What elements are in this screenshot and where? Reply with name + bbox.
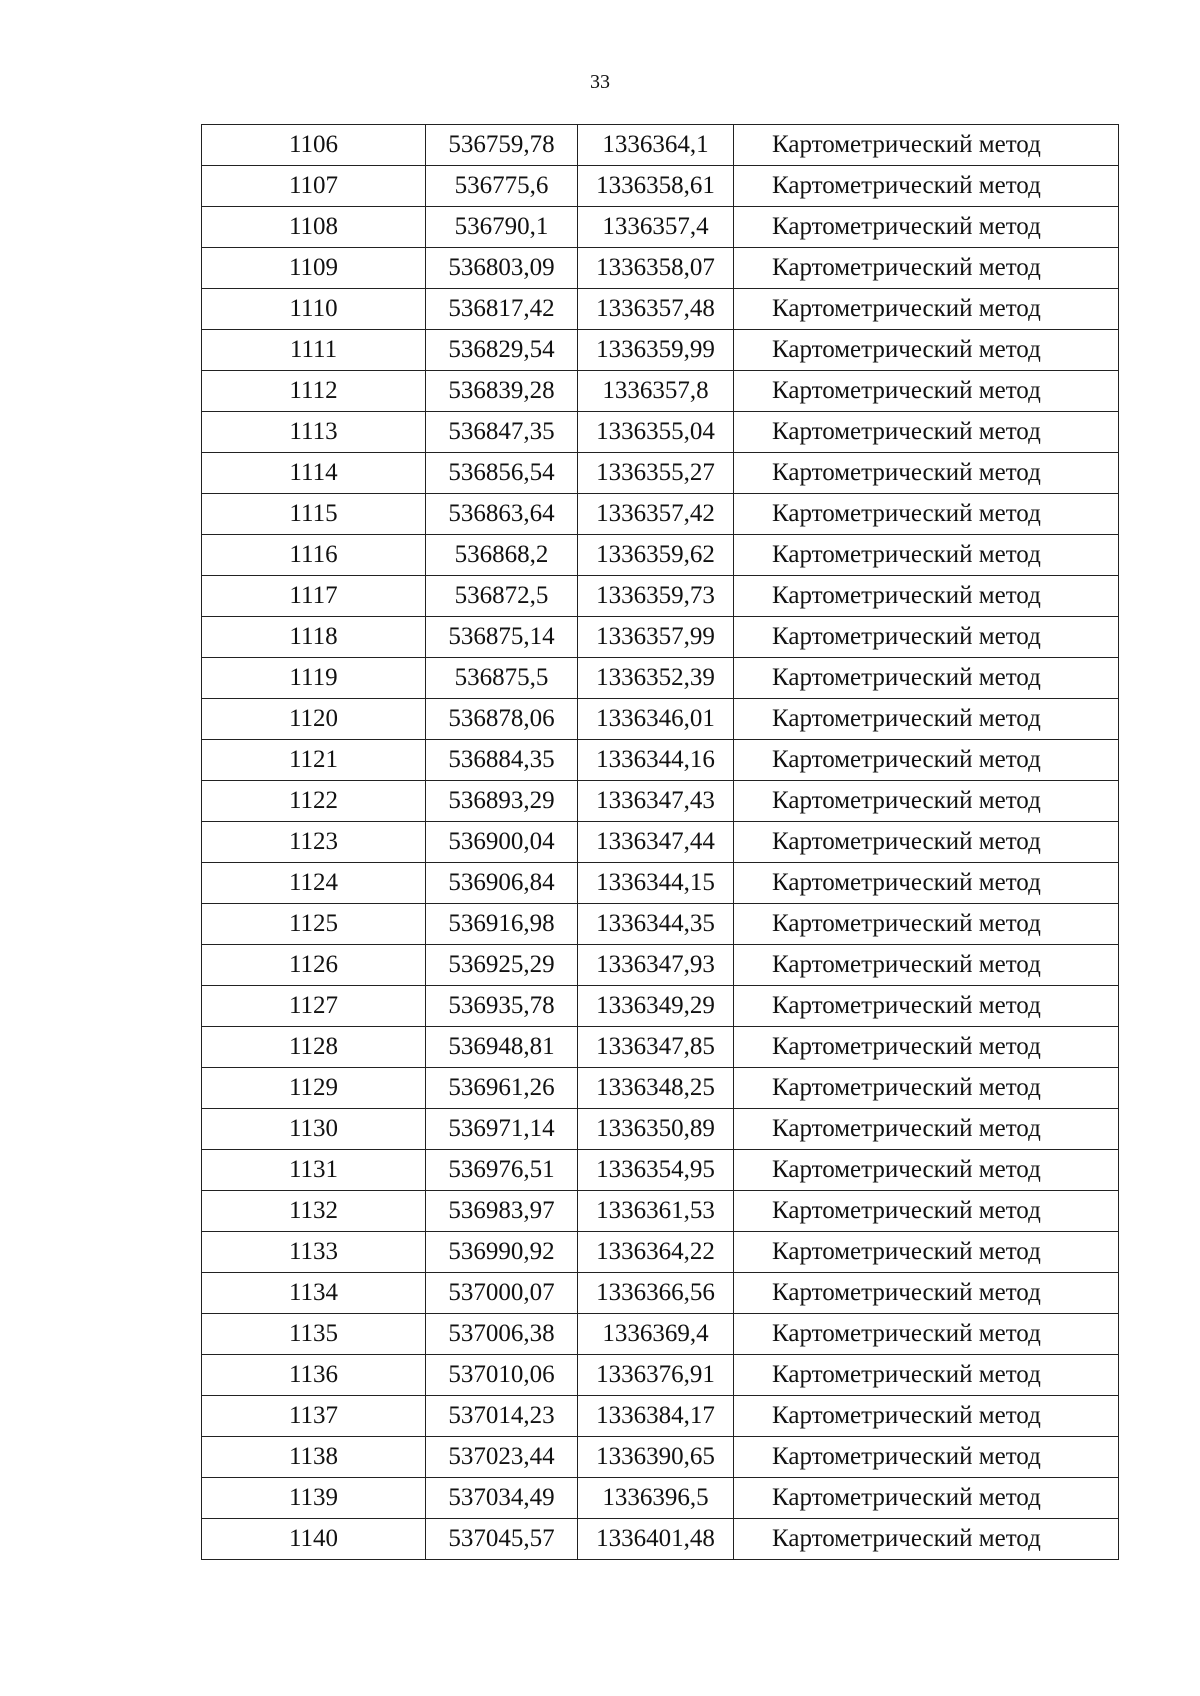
point-number-cell: 1121: [202, 740, 426, 781]
x-coordinate-cell: 536884,35: [426, 740, 578, 781]
point-number-cell: 1107: [202, 166, 426, 207]
point-number-cell: 1137: [202, 1396, 426, 1437]
method-cell: Картометрический метод: [734, 166, 1119, 207]
point-number-cell: 1124: [202, 863, 426, 904]
table-row: [202, 781, 1119, 822]
table-row: [202, 617, 1119, 658]
point-number-cell: 1134: [202, 1273, 426, 1314]
method-cell: Картометрический метод: [734, 1068, 1119, 1109]
y-coordinate-cell: 1336344,15: [578, 863, 734, 904]
coordinates-table: [201, 124, 1119, 1560]
point-number-cell: 1120: [202, 699, 426, 740]
method-cell: Картометрический метод: [734, 1191, 1119, 1232]
point-number-cell: 1131: [202, 1150, 426, 1191]
point-number-cell: 1135: [202, 1314, 426, 1355]
point-number-cell: 1139: [202, 1478, 426, 1519]
point-number-cell: 1138: [202, 1437, 426, 1478]
x-coordinate-cell: 537045,57: [426, 1519, 578, 1560]
method-cell: Картометрический метод: [734, 699, 1119, 740]
method-cell: Картометрический метод: [734, 248, 1119, 289]
x-coordinate-cell: 536839,28: [426, 371, 578, 412]
x-coordinate-cell: 536847,35: [426, 412, 578, 453]
y-coordinate-cell: 1336376,91: [578, 1355, 734, 1396]
method-cell: Картометрический метод: [734, 371, 1119, 412]
table-row: [202, 863, 1119, 904]
y-coordinate-cell: 1336344,35: [578, 904, 734, 945]
method-cell: Картометрический метод: [734, 1478, 1119, 1519]
point-number-cell: 1129: [202, 1068, 426, 1109]
page-number: 33: [590, 71, 610, 93]
point-number-cell: 1114: [202, 453, 426, 494]
point-number-cell: 1112: [202, 371, 426, 412]
table-row: [202, 658, 1119, 699]
point-number-cell: 1118: [202, 617, 426, 658]
method-cell: Картометрический метод: [734, 1355, 1119, 1396]
table-row: [202, 945, 1119, 986]
table-row: [202, 1109, 1119, 1150]
table-row: [202, 1273, 1119, 1314]
y-coordinate-cell: 1336384,17: [578, 1396, 734, 1437]
x-coordinate-cell: 537006,38: [426, 1314, 578, 1355]
table-row: [202, 740, 1119, 781]
y-coordinate-cell: 1336364,22: [578, 1232, 734, 1273]
method-cell: Картометрический метод: [734, 412, 1119, 453]
x-coordinate-cell: 536961,26: [426, 1068, 578, 1109]
y-coordinate-cell: 1336401,48: [578, 1519, 734, 1560]
method-cell: Картометрический метод: [734, 535, 1119, 576]
table-row: [202, 1396, 1119, 1437]
y-coordinate-cell: 1336355,27: [578, 453, 734, 494]
table-row: [202, 412, 1119, 453]
x-coordinate-cell: 536875,5: [426, 658, 578, 699]
x-coordinate-cell: 536759,78: [426, 125, 578, 166]
method-cell: Картометрический метод: [734, 125, 1119, 166]
table-row: [202, 1355, 1119, 1396]
method-cell: Картометрический метод: [734, 1273, 1119, 1314]
x-coordinate-cell: 536817,42: [426, 289, 578, 330]
table-row: [202, 1191, 1119, 1232]
x-coordinate-cell: 536803,09: [426, 248, 578, 289]
y-coordinate-cell: 1336359,62: [578, 535, 734, 576]
method-cell: Картометрический метод: [734, 289, 1119, 330]
method-cell: Картометрический метод: [734, 1109, 1119, 1150]
x-coordinate-cell: 537010,06: [426, 1355, 578, 1396]
x-coordinate-cell: 536878,06: [426, 699, 578, 740]
method-cell: Картометрический метод: [734, 1027, 1119, 1068]
table-row: [202, 1437, 1119, 1478]
table-row: [202, 494, 1119, 535]
table-row: [202, 576, 1119, 617]
y-coordinate-cell: 1336366,56: [578, 1273, 734, 1314]
point-number-cell: 1128: [202, 1027, 426, 1068]
x-coordinate-cell: 536948,81: [426, 1027, 578, 1068]
table-row: [202, 371, 1119, 412]
table-row: [202, 1150, 1119, 1191]
x-coordinate-cell: 537014,23: [426, 1396, 578, 1437]
table-row: [202, 1232, 1119, 1273]
method-cell: Картометрический метод: [734, 494, 1119, 535]
y-coordinate-cell: 1336344,16: [578, 740, 734, 781]
point-number-cell: 1122: [202, 781, 426, 822]
table-row: [202, 1478, 1119, 1519]
point-number-cell: 1117: [202, 576, 426, 617]
x-coordinate-cell: 536856,54: [426, 453, 578, 494]
table-row: [202, 453, 1119, 494]
table-row: [202, 986, 1119, 1027]
table-row: [202, 822, 1119, 863]
method-cell: Картометрический метод: [734, 740, 1119, 781]
table-row: [202, 1519, 1119, 1560]
point-number-cell: 1125: [202, 904, 426, 945]
x-coordinate-cell: 536872,5: [426, 576, 578, 617]
y-coordinate-cell: 1336357,8: [578, 371, 734, 412]
table-row: [202, 330, 1119, 371]
y-coordinate-cell: 1336358,61: [578, 166, 734, 207]
point-number-cell: 1119: [202, 658, 426, 699]
y-coordinate-cell: 1336347,43: [578, 781, 734, 822]
method-cell: Картометрический метод: [734, 945, 1119, 986]
method-cell: Картометрический метод: [734, 658, 1119, 699]
point-number-cell: 1123: [202, 822, 426, 863]
point-number-cell: 1132: [202, 1191, 426, 1232]
point-number-cell: 1115: [202, 494, 426, 535]
x-coordinate-cell: 536900,04: [426, 822, 578, 863]
table-row: [202, 535, 1119, 576]
x-coordinate-cell: 536863,64: [426, 494, 578, 535]
y-coordinate-cell: 1336369,4: [578, 1314, 734, 1355]
method-cell: Картометрический метод: [734, 863, 1119, 904]
method-cell: Картометрический метод: [734, 330, 1119, 371]
x-coordinate-cell: 536916,98: [426, 904, 578, 945]
y-coordinate-cell: 1336357,42: [578, 494, 734, 535]
table-row: [202, 125, 1119, 166]
table-row: [202, 289, 1119, 330]
point-number-cell: 1136: [202, 1355, 426, 1396]
point-number-cell: 1140: [202, 1519, 426, 1560]
y-coordinate-cell: 1336347,93: [578, 945, 734, 986]
point-number-cell: 1109: [202, 248, 426, 289]
method-cell: Картометрический метод: [734, 576, 1119, 617]
method-cell: Картометрический метод: [734, 1519, 1119, 1560]
point-number-cell: 1106: [202, 125, 426, 166]
method-cell: Картометрический метод: [734, 207, 1119, 248]
y-coordinate-cell: 1336346,01: [578, 699, 734, 740]
method-cell: Картометрический метод: [734, 1437, 1119, 1478]
method-cell: Картометрический метод: [734, 904, 1119, 945]
point-number-cell: 1110: [202, 289, 426, 330]
method-cell: Картометрический метод: [734, 986, 1119, 1027]
method-cell: Картометрический метод: [734, 617, 1119, 658]
y-coordinate-cell: 1336347,44: [578, 822, 734, 863]
table-row: [202, 699, 1119, 740]
method-cell: Картометрический метод: [734, 781, 1119, 822]
table-row: [202, 166, 1119, 207]
method-cell: Картометрический метод: [734, 822, 1119, 863]
y-coordinate-cell: 1336357,48: [578, 289, 734, 330]
coordinates-table-body: [202, 125, 1119, 1560]
y-coordinate-cell: 1336355,04: [578, 412, 734, 453]
x-coordinate-cell: 536829,54: [426, 330, 578, 371]
x-coordinate-cell: 537000,07: [426, 1273, 578, 1314]
point-number-cell: 1111: [202, 330, 426, 371]
table-row: [202, 207, 1119, 248]
table-row: [202, 904, 1119, 945]
y-coordinate-cell: 1336352,39: [578, 658, 734, 699]
y-coordinate-cell: 1336350,89: [578, 1109, 734, 1150]
method-cell: Картометрический метод: [734, 1232, 1119, 1273]
y-coordinate-cell: 1336361,53: [578, 1191, 734, 1232]
y-coordinate-cell: 1336364,1: [578, 125, 734, 166]
point-number-cell: 1130: [202, 1109, 426, 1150]
x-coordinate-cell: 536935,78: [426, 986, 578, 1027]
point-number-cell: 1113: [202, 412, 426, 453]
table-row: [202, 248, 1119, 289]
x-coordinate-cell: 536875,14: [426, 617, 578, 658]
point-number-cell: 1116: [202, 535, 426, 576]
x-coordinate-cell: 536925,29: [426, 945, 578, 986]
x-coordinate-cell: 536976,51: [426, 1150, 578, 1191]
x-coordinate-cell: 536990,92: [426, 1232, 578, 1273]
point-number-cell: 1127: [202, 986, 426, 1027]
y-coordinate-cell: 1336359,73: [578, 576, 734, 617]
x-coordinate-cell: 536906,84: [426, 863, 578, 904]
x-coordinate-cell: 536893,29: [426, 781, 578, 822]
x-coordinate-cell: 536983,97: [426, 1191, 578, 1232]
x-coordinate-cell: 537034,49: [426, 1478, 578, 1519]
method-cell: Картометрический метод: [734, 1314, 1119, 1355]
y-coordinate-cell: 1336358,07: [578, 248, 734, 289]
x-coordinate-cell: 536775,6: [426, 166, 578, 207]
y-coordinate-cell: 1336357,4: [578, 207, 734, 248]
y-coordinate-cell: 1336357,99: [578, 617, 734, 658]
y-coordinate-cell: 1336349,29: [578, 986, 734, 1027]
table-row: [202, 1314, 1119, 1355]
x-coordinate-cell: 536971,14: [426, 1109, 578, 1150]
x-coordinate-cell: 537023,44: [426, 1437, 578, 1478]
y-coordinate-cell: 1336348,25: [578, 1068, 734, 1109]
method-cell: Картометрический метод: [734, 1396, 1119, 1437]
method-cell: Картометрический метод: [734, 1150, 1119, 1191]
y-coordinate-cell: 1336359,99: [578, 330, 734, 371]
y-coordinate-cell: 1336390,65: [578, 1437, 734, 1478]
x-coordinate-cell: 536868,2: [426, 535, 578, 576]
x-coordinate-cell: 536790,1: [426, 207, 578, 248]
table-row: [202, 1068, 1119, 1109]
y-coordinate-cell: 1336396,5: [578, 1478, 734, 1519]
point-number-cell: 1133: [202, 1232, 426, 1273]
method-cell: Картометрический метод: [734, 453, 1119, 494]
table-row: [202, 1027, 1119, 1068]
y-coordinate-cell: 1336347,85: [578, 1027, 734, 1068]
point-number-cell: 1126: [202, 945, 426, 986]
y-coordinate-cell: 1336354,95: [578, 1150, 734, 1191]
point-number-cell: 1108: [202, 207, 426, 248]
